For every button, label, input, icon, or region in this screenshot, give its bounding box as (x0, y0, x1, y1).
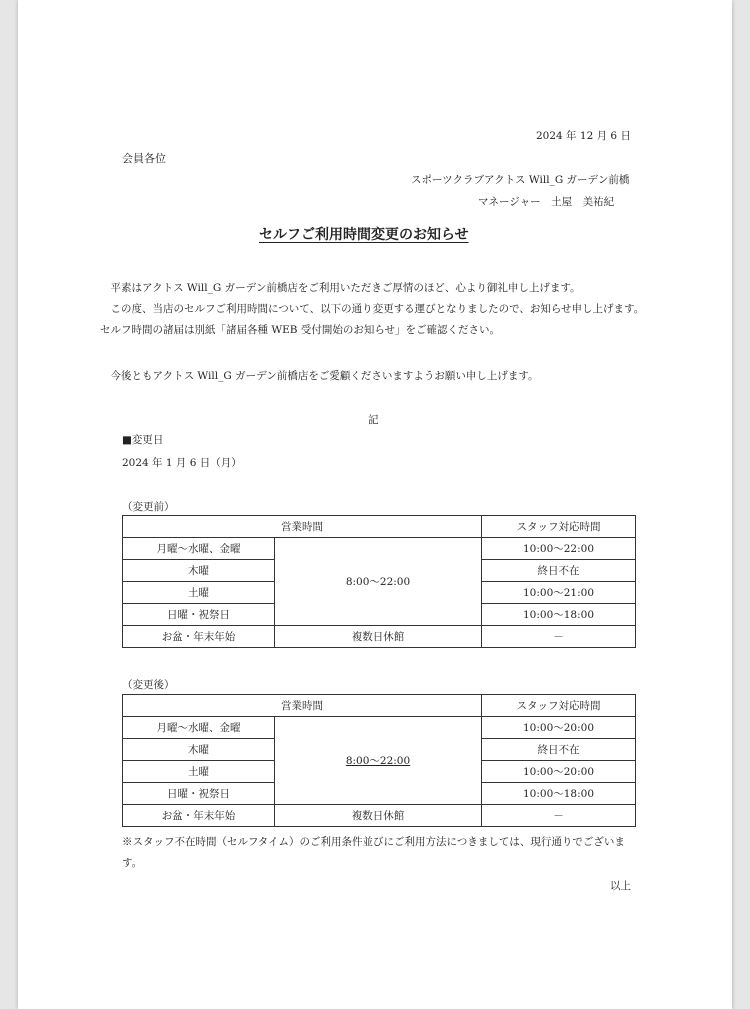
document-date: 2024 年 12 月 6 日 (536, 130, 631, 142)
staff-cell: 終日不在 (482, 739, 636, 761)
change-date-label: ■変更日 (122, 434, 164, 446)
day-cell: 土曜 (123, 761, 275, 783)
day-cell: 木曜 (123, 560, 275, 582)
table-row (123, 717, 636, 739)
header-staff: スタッフ対応時間 (482, 695, 636, 717)
paragraph-closing-greeting: 今後ともアクトス Will_G ガーデン前橋店をご愛顧くださいますようお願い申し上げます。 (110, 370, 539, 382)
after-label: （変更後） (122, 679, 175, 691)
staff-cell: 10:00～20:00 (482, 761, 636, 783)
closing-ijou: 以上 (610, 880, 631, 892)
day-cell: お盆・年末年始 (123, 805, 275, 827)
staff-cell: 10:00～21:00 (482, 582, 636, 604)
before-schedule-table (122, 515, 636, 648)
staff-cell: 終日不在 (482, 560, 636, 582)
day-cell: 日曜・祝祭日 (123, 783, 275, 805)
before-label: （変更前） (122, 501, 175, 513)
day-cell: 月曜～水曜、金曜 (123, 717, 275, 739)
day-cell: 木曜 (123, 739, 275, 761)
header-staff: スタッフ対応時間 (482, 516, 636, 538)
table-row (123, 538, 636, 560)
table-row (123, 805, 636, 827)
staff-cell: 10:00～22:00 (482, 538, 636, 560)
sender-person: マネージャー 土屋 美祐紀 (478, 196, 615, 208)
paragraph-change-notice: この度、当店のセルフご利用時間について、以下の通り変更する運びとなりましたので、お知らせ申し上げます。セルフ時間の諸届は別紙「諸届各種 WEB 受付開始のお知らせ」をご確認ください。 (100, 303, 645, 336)
hours-cell: 複数日休館 (275, 805, 482, 827)
day-cell: お盆・年末年始 (123, 626, 275, 648)
change-date-value: 2024 年 1 月 6 日（月） (122, 457, 242, 469)
header-hours: 営業時間 (123, 695, 482, 717)
document-title: セルフご利用時間変更のお知らせ (259, 227, 469, 243)
day-cell: 月曜～水曜、金曜 (123, 538, 275, 560)
paragraph-greeting: 平素はアクトス Will_G ガーデン前橋店をご利用いただきご厚情のほど、心より御礼申し上げます。 (110, 282, 581, 294)
staff-cell: 10:00～18:00 (482, 604, 636, 626)
table-row (123, 626, 636, 648)
staff-cell: 10:00～20:00 (482, 717, 636, 739)
table-header-row (123, 516, 636, 538)
staff-cell: － (482, 626, 636, 648)
after-schedule-table (122, 694, 636, 827)
day-cell: 日曜・祝祭日 (123, 604, 275, 626)
staff-cell: － (482, 805, 636, 827)
header-hours: 営業時間 (123, 516, 482, 538)
table-header-row (123, 695, 636, 717)
recipient: 会員各位 (122, 152, 166, 165)
merged-hours-cell: 8:00～22:00 (275, 717, 482, 805)
sender-organization: スポーツクラブアクトス Will_G ガーデン前橋 (411, 174, 630, 186)
day-cell: 土曜 (123, 582, 275, 604)
ki-marker: 記 (368, 414, 379, 426)
hours-cell: 複数日休館 (275, 626, 482, 648)
staff-cell: 10:00～18:00 (482, 783, 636, 805)
merged-hours-cell: 8:00～22:00 (275, 538, 482, 626)
note-text: ※スタッフ不在時間（セルフタイム）のご利用条件並びにご利用方法につきましては、現行通りでございます。 (122, 836, 625, 869)
